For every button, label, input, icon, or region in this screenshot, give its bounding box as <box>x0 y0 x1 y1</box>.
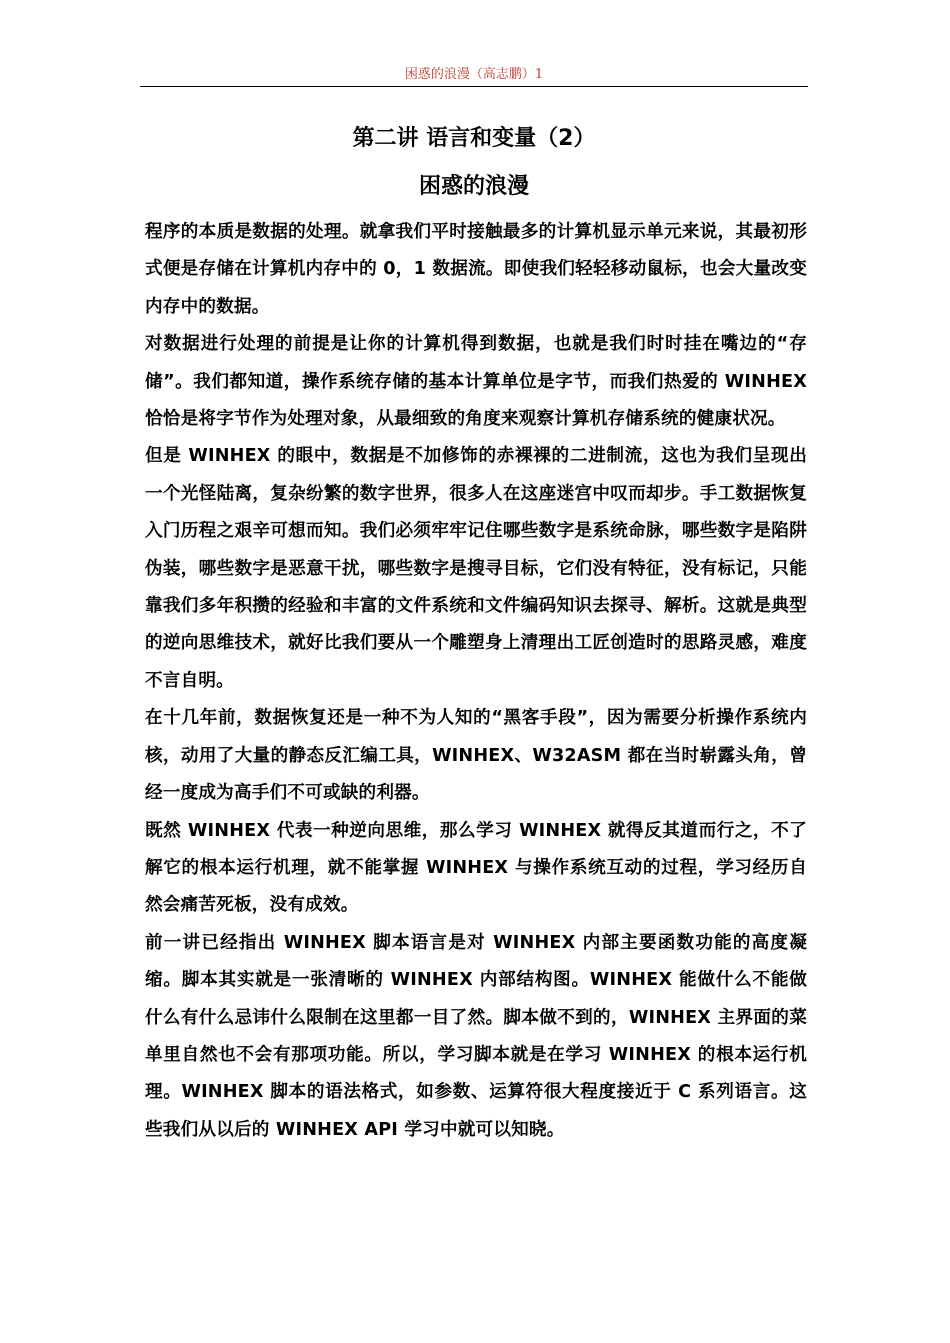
section-title: 困惑的浪漫 <box>418 174 529 199</box>
lecture-title: 第二讲 语言和变量（2） <box>352 126 596 151</box>
paragraph: 程序的本质是数据的处理。就拿我们平时接触最多的计算机显示单元来说，其最初形式便是存储在计算机内存中的 0，1 数据流。即使我们轻轻移动鼠标，也会大量改变内存中的数据。 <box>145 222 807 317</box>
header-divider <box>140 86 808 87</box>
paragraph: 既然 WINHEX 代表一种逆向思维，那么学习 WINHEX 就得反其道而行之，不了解它的根本运行机理，就不能掌握 WINHEX 与操作系统互动的过程，学习经历自然会痛苦死板，没有成效。 <box>145 820 807 916</box>
paragraph: 但是 WINHEX 的眼中，数据是不加修饰的赤裸裸的二进制流，这也为我们呈现出一个光怪陆离，复杂纷繁的数字世界，很多人在这座迷宫中叹而却步。手工数据恢复入门历程之艰辛可想而知。我们必须牢牢记住哪些数字是系统命脉，哪些数字是陷阱伪装，哪些数字是恶意干扰，哪些数字是搜寻目标，它们没有特征，没有标记，只能靠我们多年积攒的经验和丰富的文件系统和文件编码知识去探寻、解析。这就是典型的逆向思维技术，就好比我们要从一个雕塑身上清理出工匠创造时的思路灵感，难度不言自明。 <box>145 446 807 691</box>
paragraph: 在十几年前，数据恢复还是一种不为人知的“黑客手段”，因为需要分析操作系统内核，动用了大量的静态反汇编工具，WINHEX、W32ASM 都在当时崭露头角，曾经一度成为高手们不可或缺的利器。 <box>145 708 807 804</box>
paragraph: 前一讲已经指出 WINHEX 脚本语言是对 WINHEX 内部主要函数功能的高度凝缩。脚本其实就是一张清晰的 WINHEX 内部结构图。WINHEX 能做什么不能做什么有什么忌讳什么限制在这里都一目了然。脚本做不到的，WINHEX 主界面的菜单里自然也不会有那项功能。所以，学习脚本就是在学习 WINHEX 的根本运行机理。WINHEX 脚本的语法格式，如参数、运算符很大程度接近于 C 系列语言。这些我们从以后的 WINHEX API 学习中就可以知晓。 <box>145 932 807 1140</box>
running-header: 困惑的浪漫（高志鹏）1 <box>404 67 544 82</box>
body-text <box>145 214 807 1149</box>
paragraph: 对数据进行处理的前提是让你的计算机得到数据，也就是我们时时挂在嘴边的“存储”。我们都知道，操作系统存储的基本计算单位是字节，而我们热爱的 WINHEX 恰恰是将字节作为处理对象，从最细致的角度来观察计算机存储系统的健康状况。 <box>145 334 807 430</box>
